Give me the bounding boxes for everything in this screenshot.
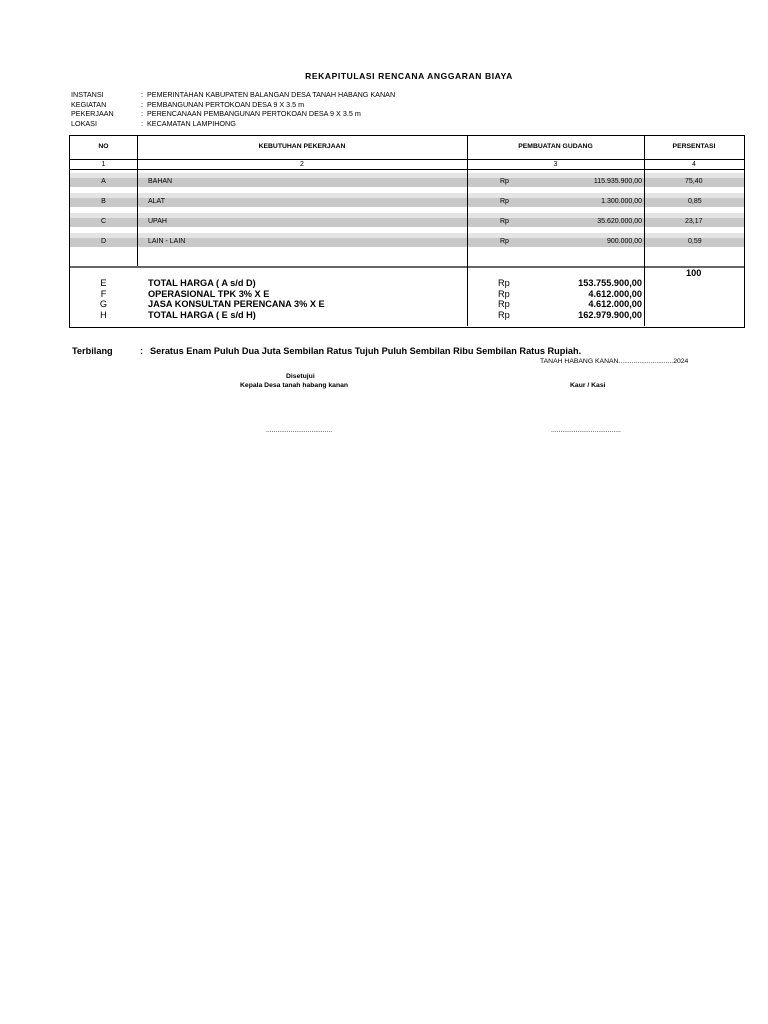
- terbilang-sep: :: [140, 346, 144, 356]
- row-item: ALAT: [148, 198, 165, 205]
- terbilang-text: Seratus Enam Puluh Dua Juta Sembilan Ratus Tujuh Puluh Sembilan Ribu Sembilan Ratus Rupiah.: [150, 346, 582, 356]
- info-row: [71, 90, 395, 100]
- total-amount: 153.755.900,00: [578, 278, 642, 288]
- document-title: REKAPITULASI RENCANA ANGGARAN BIAYA: [305, 71, 513, 81]
- info-value: PEMBANGUNAN PERTOKOAN DESA 9 X 3.5 m: [147, 99, 305, 109]
- row-percent: 23,17: [685, 218, 703, 225]
- header-pembuatan-gudang: PEMBUATAN GUDANG: [518, 143, 593, 150]
- total-amount: 4.612.000,00: [588, 289, 642, 299]
- row-currency: Rp: [500, 198, 509, 205]
- total-amount: 162.979.900,00: [578, 310, 642, 320]
- total-item: OPERASIONAL TPK 3% X E: [148, 289, 270, 299]
- signer-left: Kepala Desa tanah habang kanan: [240, 382, 349, 389]
- divider: [70, 266, 744, 268]
- total-currency: Rp: [498, 289, 510, 299]
- row-percent: 0,85: [688, 198, 702, 205]
- info-value: PEMERINTAHAN KABUPATEN BALANGAN DESA TANAH HABANG KANAN: [147, 90, 396, 99]
- info-value: PERENCANAAN PEMBANGUNAN PERTOKOAN DESA 9 X 3.5 m: [147, 109, 361, 119]
- row-percent: 0,59: [688, 238, 702, 245]
- total-no: G: [99, 299, 108, 309]
- total-no: F: [100, 289, 107, 299]
- row-amount: 35.620.000,00: [597, 218, 642, 225]
- approved-label: Disetujui: [286, 373, 315, 380]
- info-sep: :: [141, 90, 143, 99]
- total-item: TOTAL HARGA ( A s/d D): [148, 278, 256, 288]
- row-currency: Rp: [500, 238, 509, 245]
- info-label: LOKASI: [71, 118, 97, 128]
- percent-total: 100: [686, 268, 702, 278]
- row-amount: 115.935.900,00: [593, 178, 642, 185]
- col-number: 1: [101, 161, 106, 168]
- divider: [70, 159, 744, 160]
- row-no: B: [101, 198, 106, 205]
- total-currency: Rp: [498, 278, 510, 288]
- info-value: KECAMATAN LAMPIHONG: [147, 118, 236, 128]
- row-no: C: [100, 218, 107, 225]
- info-sep: :: [141, 109, 143, 119]
- row-currency: Rp: [500, 218, 509, 225]
- terbilang-label: Terbilang: [72, 346, 113, 356]
- row-band: [70, 198, 744, 207]
- terbilang-line: [72, 346, 581, 356]
- info-row: [71, 109, 395, 119]
- row-no: A: [101, 178, 106, 185]
- header-kebutuhan: KEBUTUHAN PEKERJAAN: [258, 143, 346, 150]
- header-no: NO: [98, 143, 109, 150]
- total-item: JASA KONSULTAN PERENCANA 3% X E: [148, 299, 325, 309]
- info-label: PEKERJAAN: [71, 109, 114, 119]
- info-label: INSTANSI: [71, 90, 104, 99]
- place-date: TANAH HABANG KANAN.............................2024: [540, 358, 689, 365]
- info-label: KEGIATAN: [71, 99, 107, 109]
- total-item: TOTAL HARGA ( E s/d H): [148, 310, 256, 320]
- total-amount: 4.612.000,00: [588, 299, 642, 309]
- col-number: 3: [553, 161, 558, 168]
- signature-line-right: .....................................: [551, 427, 621, 434]
- row-percent: 75,40: [685, 178, 703, 185]
- row-currency: Rp: [500, 178, 509, 185]
- row-item: UPAH: [148, 218, 167, 225]
- total-currency: Rp: [498, 299, 510, 309]
- column-divider: [137, 136, 138, 266]
- row-amount: 1.300.000,00: [601, 198, 642, 205]
- budget-table: [69, 135, 745, 328]
- row-no: D: [100, 238, 107, 245]
- info-row: [71, 100, 395, 110]
- info-sep: :: [141, 99, 143, 109]
- row-band: [70, 218, 744, 227]
- col-number: 2: [300, 161, 304, 168]
- total-no: E: [100, 278, 107, 288]
- header-persentasi: PERSENTASI: [672, 143, 716, 150]
- total-currency: Rp: [498, 310, 510, 320]
- signer-right: Kaur / Kasi: [570, 382, 606, 389]
- info-sep: :: [141, 118, 143, 128]
- divider: [70, 169, 744, 170]
- info-row: [71, 119, 395, 129]
- row-item: LAIN - LAIN: [148, 238, 186, 245]
- row-item: BAHAN: [148, 178, 173, 185]
- info-block: [71, 90, 395, 128]
- col-number: 4: [692, 161, 696, 168]
- row-amount: 900.000,00: [606, 238, 642, 245]
- signature-line-left: ...................................: [266, 427, 333, 434]
- total-no: H: [100, 310, 107, 320]
